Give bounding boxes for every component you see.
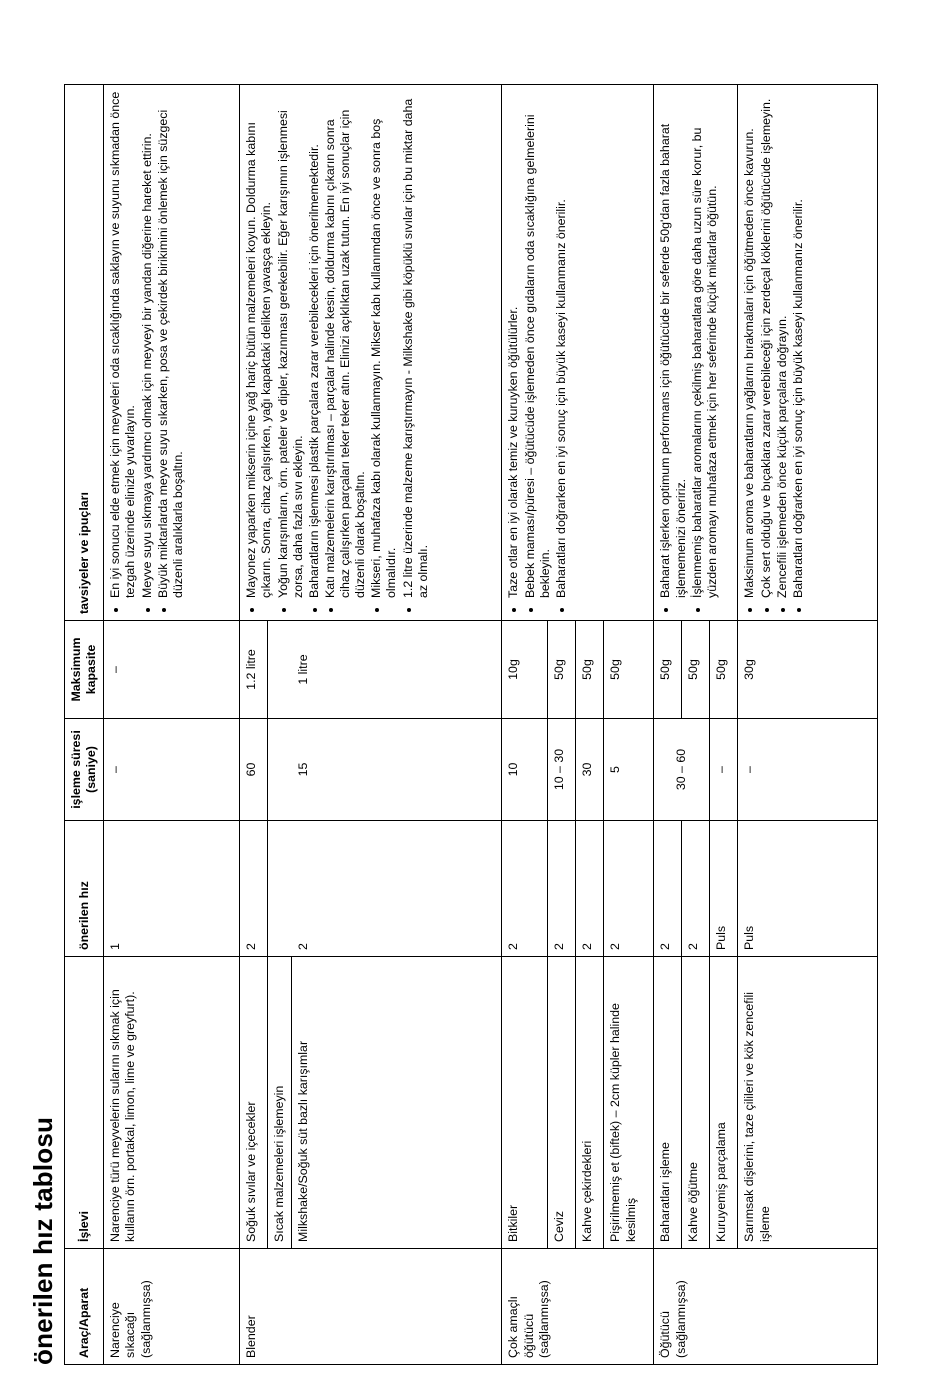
blender-function-2: Milkshake/Soğuk süt bazlı karışımlar [292,957,502,1249]
list-item: • Taze otlar en iyi olarak temiz ve kuruyken öğütülürler. [506,91,521,598]
tips-list [108,91,186,614]
list-item: • Baharatları doğrarken en iyi sonuç için büyük kaseyi kullanmanız önerilir. [554,91,569,598]
list-item: • Yoğun karışımların, örn. pateler ve dipler, kazınması gerekebilir. Eğer karışımın işlenmesi zorsa, daha fazla sıvı ekleyin. [276,91,306,598]
multi-time-2: 10 – 30 [548,719,576,821]
list-item: • Baharat işlerken optimum performans için öğütücüde bir seferde 50g'dan fazla baharat işlememenizi öneririz. [658,91,688,598]
multi-capacity-2: 50g [548,621,576,719]
multi-speed-4: 2 [604,821,654,957]
blender-speed-1: 2 [240,821,268,957]
list-item: • En iyi sonucu elde etmek için meyveleri oda sıcaklığında saklayın ve suyunu sıkmadan önce tezgah üzerinde elinizle yuvarlayın. [108,91,138,598]
multi-function-3: Kahve çekirdekleri [576,957,604,1249]
blender-time-1: 60 [240,719,268,821]
blender-function-1: Soğuk sıvılar ve içecekler [240,957,268,1249]
multi-speed-1: 2 [502,821,548,957]
list-item: • Bebek maması/püresi – öğütücüde işlemeden önce gıdaların oda sıcaklığına gelmelerini bekleyin. [523,91,553,598]
citrus-function: Narenciye türü meyvelerin sularını sıkmak için kullanın örn. portakal, limon, lime ve greyfurt). [104,957,240,1249]
grinder-time-shared: 30 – 60 [654,719,710,821]
blender-capacity-2: 1 litre [292,621,502,719]
blank-cell [268,821,292,957]
list-item: • Mayonez yaparken mikserin içine yağ hariç bütün malzemeleri koyun. Doldurma kabını çıkarın. Sonra, cihaz çalışırken, yağı kapaktaki delikten yavaşça ekleyin. [244,91,274,598]
grinder-tool: Öğütücü (sağlanmışsa) [654,1249,878,1365]
grinder-time-3: – [710,719,738,821]
grinder-capacity-4: 30g [738,621,878,719]
table-row [104,85,240,1365]
citrus-speed: 1 [104,821,240,957]
grinder-capacity-1: 50g [654,621,682,719]
multi-tips [502,85,654,621]
citrus-capacity: – [104,621,240,719]
list-item: • Katı malzemelerin karıştırılması – parçalar halinde kesin, doldurma kabını çıkarın sonra cihaz çalışırken parçaları teker teker atın. Elinizi açıklıktan uzak tutun. En iyi sonuçlar için düzenli olarak boşaltın. [323,91,368,598]
list-item: • Maksimum aroma ve baharatların yağlarını bırakmaları için öğütmeden önce kavurun. [742,91,757,598]
multi-function-1: Bitkiler [502,957,548,1249]
tips-list [244,91,431,614]
blender-speed-2: 2 [292,821,502,957]
grinder-speed-4: Puls [738,821,878,957]
blank-cell [268,621,292,719]
table-row [738,85,878,1365]
grinder-tips-b [738,85,878,621]
grinder-function-2: Kahve öğütme [682,957,710,1249]
blender-capacity-1: 1.2 litre [240,621,268,719]
header-time: işleme süresi (saniye) [65,719,104,821]
list-item: • Baharatları doğrarken en iyi sonuç için büyük kaseyi kullanmanız önerilir. [791,91,806,598]
grinder-function-1: Baharatları işleme [654,957,682,1249]
grinder-function-3: Kuruyemiş parçalama [710,957,738,1249]
multi-time-1: 10 [502,719,548,821]
multi-time-3: 30 [576,719,604,821]
citrus-tool: Narenciye sıkacağı (sağlanmışsa) [104,1249,240,1365]
blank-cell [268,719,292,821]
multi-function-2: Ceviz [548,957,576,1249]
list-item: • Büyük miktarlarda meyve suyu sıkarken, posa ve çekirdek birikimini önlemek için süzgeci düzenli aralıklarla boşaltın. [156,91,186,598]
list-item: • Zencefili işlemeden önce küçük parçalara doğrayın. [775,91,790,598]
header-speed: önerilen hız [65,821,104,957]
table-row [502,85,548,1365]
table-header-row [65,85,104,1365]
tips-list [658,91,720,614]
blender-hot-warning: Sıcak malzemeleri işlemeyin [268,957,292,1249]
multi-speed-3: 2 [576,821,604,957]
citrus-time: – [104,719,240,821]
list-item: • İşlenmemiş baharatlar aromalarını çekilmiş baharatlara göre daha uzun süre korur, bu yüzden aromayı muhafaza etmek için her seferinde küçük miktarlar öğütün. [690,91,720,598]
grinder-time-4: – [738,719,878,821]
multi-capacity-3: 50g [576,621,604,719]
header-capacity: Maksimum kapasite [65,621,104,719]
blender-time-2: 15 [292,719,502,821]
page-title: önerilen hız tablosu [28,1116,58,1365]
citrus-tips [104,85,240,621]
header-tool: Araç/Aparat [65,1249,104,1365]
grinder-tips-a [654,85,738,621]
header-tips: tavsiyeler ve ipuçları [65,85,104,621]
tips-list [506,91,569,614]
grinder-capacity-3: 50g [710,621,738,719]
multi-time-4: 5 [604,719,654,821]
blender-tips [240,85,502,621]
list-item: • Mikseri, muhafaza kabı olarak kullanmayın. Mikser kabı kullanımdan önce ve sonra boş olmalıdır. [369,91,399,598]
grinder-speed-1: 2 [654,821,682,957]
grinder-capacity-2: 50g [682,621,710,719]
multi-speed-2: 2 [548,821,576,957]
table-row [654,85,682,1365]
list-item: • Meyve suyu sıkmaya yardımcı olmak için meyveyi bir yandan diğerine hareket ettirin. [140,91,155,598]
list-item: • 1.2 litre üzerinde malzeme karıştırmayın - Milkshake gibi köpüklü sıvılar için bu miktar daha az olmalı. [401,91,431,598]
speed-table [64,84,878,1365]
multi-function-4: Pişirilmemiş et (biftek) – 2cm küpler halinde kesilmiş [604,957,654,1249]
blender-tool: Blender [240,1249,502,1365]
list-item: • Baharatların işlenmesi plastik parçalara zarar verebilecekleri için önerilmemektedir. [307,91,322,598]
header-function: İşlevi [65,957,104,1249]
grinder-function-4: Sarımsak dişlerini, taze çilileri ve kök zencefili işleme [738,957,878,1249]
tips-list [742,91,806,614]
list-item: • Çok sert olduğu ve bıçaklara zarar verebileceği için zerdeçal köklerini öğütücüde işlemeyin. [759,91,774,598]
multi-capacity-4: 50g [604,621,654,719]
multi-capacity-1: 10g [502,621,548,719]
grinder-speed-3: Puls [710,821,738,957]
table-row [240,85,268,1365]
grinder-speed-2: 2 [682,821,710,957]
multi-tool: Çok amaçlı öğütücü (sağlanmışsa) [502,1249,654,1365]
